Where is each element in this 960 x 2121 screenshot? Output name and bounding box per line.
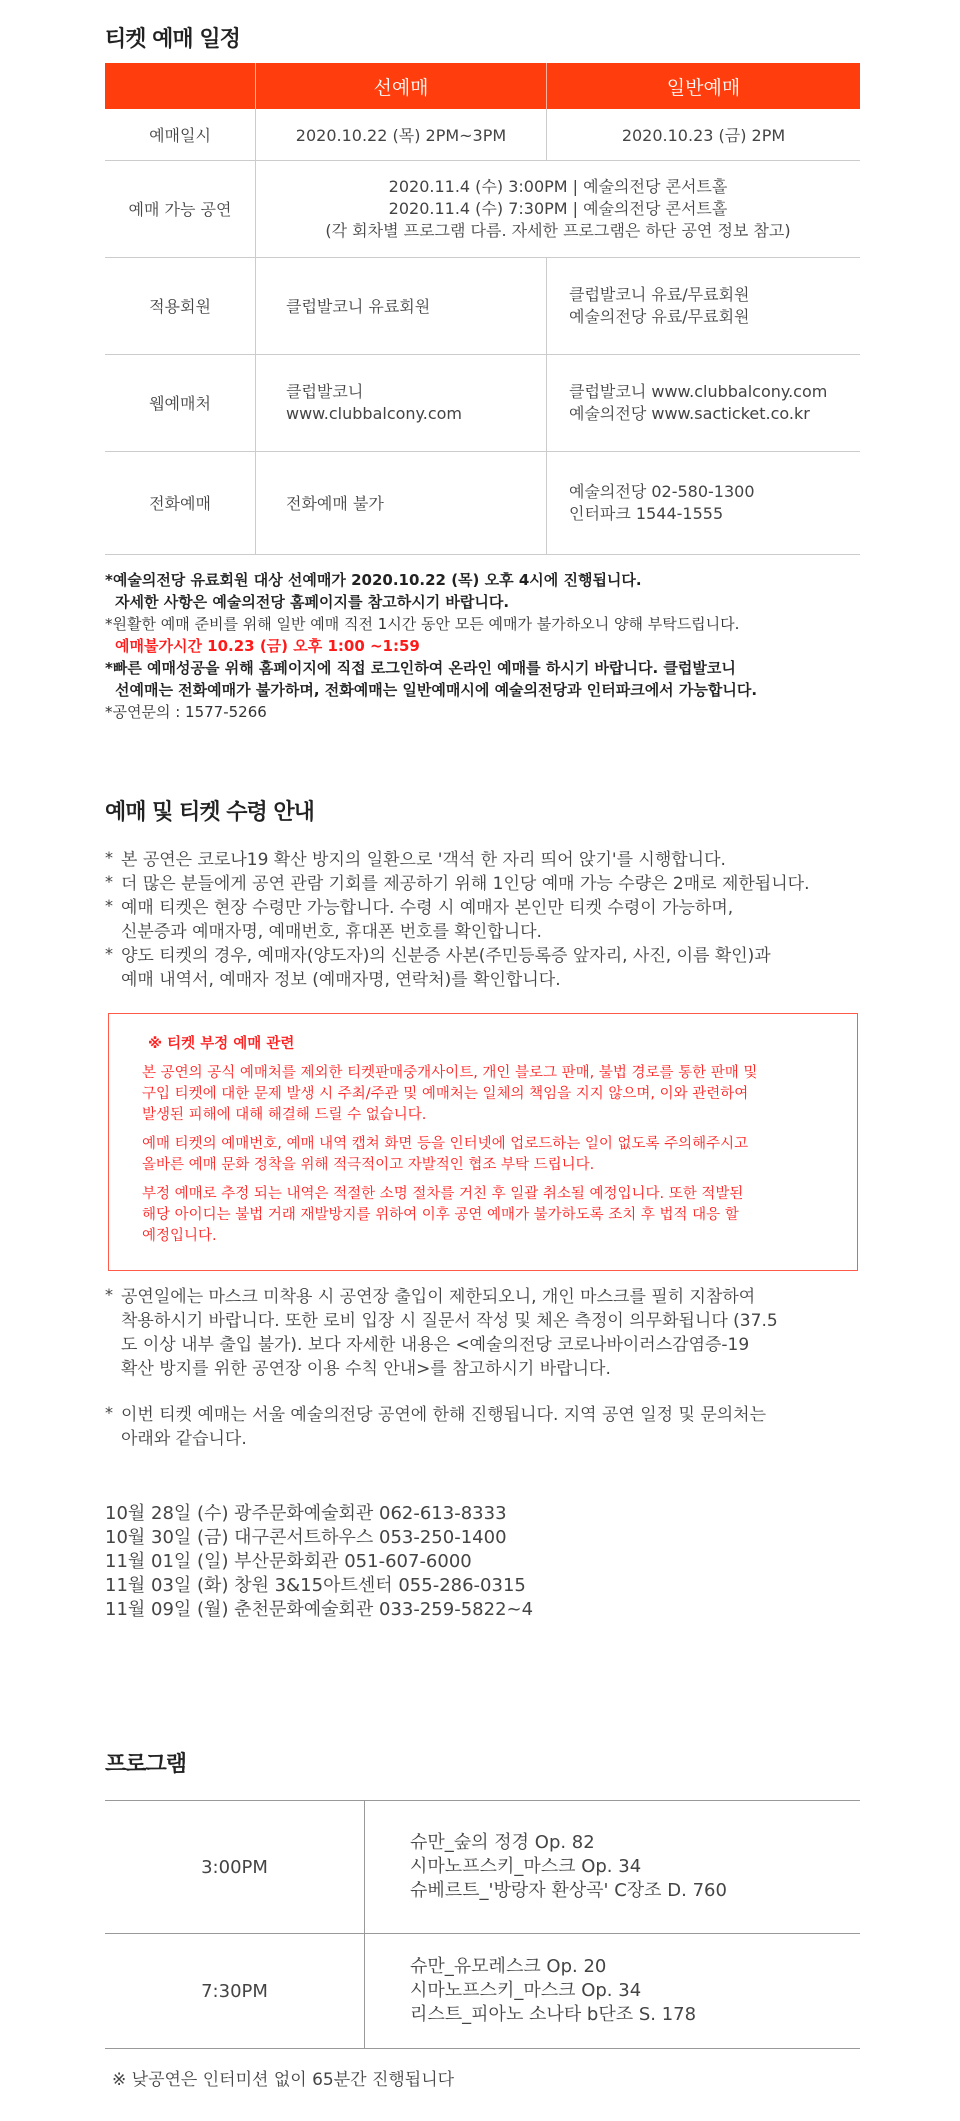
note-3: *빠른 예매성공을 위해 홈페이지에 직접 로그인하여 온라인 예매를 하시기 바랍니다. 클럽발코니 [105, 659, 736, 677]
presale-date: 2020.10.22 (목) 2PM~3PM [256, 109, 547, 160]
warning-line: 올바른 예매 문화 정착을 위해 적극적이고 자발적인 협조 부탁 드립니다. [142, 1157, 595, 1173]
note-2: *원활한 예매 준비를 위해 일반 예매 직전 1시간 동안 모든 예매가 불가하오니 양해 부탁드립니다. [105, 615, 740, 633]
warning-line: 예매 티켓의 예매번호, 예매 내역 캡쳐 화면 등을 인터넷에 업로드하는 일이 없도록 주의해주시고 [142, 1136, 749, 1152]
warning-line: 해당 아이디는 불법 거래 재발방지를 위하여 이후 공연 예매가 불가하도록 조치 후 법적 대응 할 [142, 1207, 739, 1223]
table-row-members [105, 257, 860, 354]
general-member-line: 클럽발코니 유료/무료회원 [569, 284, 750, 304]
note-3-cont: 선예매는 전화예매가 불가하며, 전화예매는 일반예매시에 예술의전당과 인터파크에서 가능합니다. [115, 681, 758, 699]
program-time: 7:30PM [105, 1934, 365, 2049]
list-item-text: 더 많은 분들에게 공연 관람 기회를 제공하기 위해 1인당 예매 가능 수량은 2매로 제한됩니다. [121, 874, 810, 894]
region-line: 10월 30일 (금) 대구콘서트하우스 053-250-1400 [105, 1527, 507, 1548]
piece-line: 슈만_숲의 정경 Op. 82 [410, 1832, 595, 1853]
program-pieces [365, 1934, 861, 2049]
program-table-wrap [105, 1800, 860, 2049]
list-item-text: 양도 티켓의 경우, 예매자(양도자)의 신분증 사본(주민등록증 앞자리, 사진, 이름 확인)과 [121, 946, 771, 966]
list-item [105, 896, 860, 944]
asterisk-mark: * [105, 1285, 113, 1304]
region-line: 11월 03일 (화) 창원 3&15아트센터 055-286-0315 [105, 1575, 526, 1596]
general-web-link[interactable]: 클럽발코니 www.clubbalcony.com [569, 381, 828, 401]
warning-paragraph [142, 1134, 827, 1176]
program-pieces [365, 1801, 861, 1934]
list-item [105, 944, 860, 992]
region-line: 11월 09일 (월) 춘천문화예술회관 033-259-5822~4 [105, 1599, 534, 1620]
warning-paragraph [142, 1184, 827, 1247]
table-row [105, 1934, 860, 2049]
general-members [547, 257, 861, 354]
schedule-notes [105, 569, 860, 723]
table-row-web [105, 354, 860, 451]
region-line: 10월 28일 (수) 광주문화예술회관 062-613-8333 [105, 1503, 507, 1524]
presale-web-link[interactable]: www.clubbalcony.com [286, 403, 462, 423]
list-item-text: 도 이상 내부 출입 불가). 보다 자세한 내용은 <예술의전당 코로나바이러스감염증-19 [121, 1335, 750, 1355]
list-item [105, 872, 860, 896]
warning-line: 구입 티켓에 대한 문제 발생 시 주최/주관 및 예매처는 일체의 책임을 지지 않으며, 이와 관련하여 [142, 1086, 749, 1102]
program-table [105, 1800, 860, 2049]
table-row-shows [105, 160, 860, 257]
piece-line: 시마노프스키_마스크 Op. 34 [410, 1980, 642, 2001]
schedule-table [105, 63, 860, 555]
row-label: 예매 가능 공연 [105, 160, 256, 257]
header-presale: 선예매 [256, 63, 547, 109]
list-item-text: 신분증과 예매자명, 예매번호, 휴대폰 번호를 확인합니다. [121, 922, 542, 942]
list-item-text: 예매 티켓은 현장 수령만 가능합니다. 수령 시 예매자 본인만 티켓 수령이 가능하며, [121, 898, 734, 918]
mask-notice [105, 1285, 860, 1381]
program-footnote: ※ 낮공연은 인터미션 없이 65분간 진행됩니다 [112, 2070, 455, 2090]
piece-line: 리스트_피아노 소나타 b단조 S. 178 [410, 2004, 697, 2025]
table-row-phone [105, 451, 860, 554]
warning-paragraph [142, 1063, 827, 1126]
general-member-line: 예술의전당 유료/무료회원 [569, 306, 750, 326]
warning-line: 발생된 피해에 대해 해결해 드릴 수 없습니다. [142, 1107, 427, 1123]
table-row-date [105, 109, 860, 160]
note-4: *공연문의 : 1577-5266 [105, 703, 267, 721]
asterisk-mark: * [105, 872, 113, 891]
schedule-title: 티켓 예매 일정 [105, 27, 240, 52]
warning-line: 부정 예매로 추정 되는 내역은 적절한 소명 절차를 거친 후 일괄 취소될 예정입니다. 또한 적발된 [142, 1186, 744, 1202]
show-line: 2020.11.4 (수) 3:00PM | 예술의전당 콘서트홀 [388, 176, 728, 196]
fraud-warning-box [108, 1013, 858, 1271]
warning-line: 예정입니다. [142, 1228, 217, 1244]
general-phone [547, 451, 861, 554]
header-blank [105, 63, 256, 109]
presale-web-line: 클럽발코니 [286, 381, 364, 401]
general-date: 2020.10.23 (금) 2PM [547, 109, 861, 160]
warning-title: ※ 티켓 부정 예매 관련 [148, 1036, 295, 1052]
region-line: 11월 01일 (일) 부산문화회관 051-607-6000 [105, 1551, 472, 1572]
show-line: 2020.11.4 (수) 7:30PM | 예술의전당 콘서트홀 [388, 198, 728, 218]
row-label: 예매일시 [105, 109, 256, 160]
warning-line: 본 공연의 공식 예매처를 제외한 티켓판매중개사이트, 개인 블로그 판매, 불법 경로를 통한 판매 및 [142, 1065, 758, 1081]
piece-line: 슈베르트_'방랑자 환상곡' C장조 D. 760 [410, 1880, 727, 1901]
program-time: 3:00PM [105, 1801, 365, 1934]
general-phone-line: 예술의전당 02-580-1300 [569, 481, 755, 501]
list-item-text: 아래와 같습니다. [121, 1429, 247, 1449]
note-2-red: 예매불가시간 10.23 (금) 오후 1:00 ~1:59 [115, 637, 420, 655]
table-header-row [105, 63, 860, 109]
row-label: 웹예매처 [105, 354, 256, 451]
list-item [105, 1403, 860, 1451]
list-item [105, 1285, 860, 1381]
schedule-table-wrap [105, 63, 860, 555]
show-note: (각 회차별 프로그램 다름. 자세한 프로그램은 하단 공연 정보 참고) [325, 220, 791, 240]
piece-line: 슈만_유모레스크 Op. 20 [410, 1956, 607, 1977]
row-label: 적용회원 [105, 257, 256, 354]
note-1: *예술의전당 유료회원 대상 선예매가 2020.10.22 (목) 오후 4시에 진행됩니다. [105, 571, 642, 589]
presale-phone: 전화예매 불가 [256, 451, 547, 554]
regional-schedule [105, 1502, 860, 1622]
guide-title: 예매 및 티켓 수령 안내 [105, 800, 314, 825]
asterisk-mark: * [105, 1403, 113, 1422]
asterisk-mark: * [105, 848, 113, 867]
row-label: 전화예매 [105, 451, 256, 554]
list-item-text: 확산 방지를 위한 공연장 이용 수칙 안내>를 참고하시기 바랍니다. [121, 1359, 611, 1379]
list-item-text: 이번 티켓 예매는 서울 예술의전당 공연에 한해 진행됩니다. 지역 공연 일정 및 문의처는 [121, 1405, 767, 1425]
shows-cell [256, 160, 861, 257]
presale-web [256, 354, 547, 451]
list-item-text: 본 공연은 코로나19 확산 방지의 일환으로 '객석 한 자리 띄어 앉기'를 시행합니다. [121, 850, 726, 870]
asterisk-mark: * [105, 944, 113, 963]
list-item-text: 공연일에는 마스크 미착용 시 공연장 출입이 제한되오니, 개인 마스크를 필히 지참하여 [121, 1287, 756, 1307]
general-web [547, 354, 861, 451]
list-item [105, 848, 860, 872]
table-row [105, 1801, 860, 1934]
regional-notice [105, 1403, 860, 1451]
list-item-text: 예매 내역서, 예매자 정보 (예매자명, 연락처)를 확인합니다. [121, 970, 561, 990]
asterisk-mark: * [105, 896, 113, 915]
header-general: 일반예매 [547, 63, 861, 109]
general-web-link[interactable]: 예술의전당 www.sacticket.co.kr [569, 403, 810, 423]
general-phone-line: 인터파크 1544-1555 [569, 503, 724, 523]
program-title: 프로그램 [105, 1752, 187, 1777]
piece-line: 시마노프스키_마스크 Op. 34 [410, 1856, 642, 1877]
note-1-cont: 자세한 사항은 예술의전당 홈페이지를 참고하시기 바랍니다. [115, 593, 510, 611]
presale-members: 클럽발코니 유료회원 [256, 257, 547, 354]
guide-list [105, 848, 860, 992]
list-item-text: 착용하시기 바랍니다. 또한 로비 입장 시 질문서 작성 및 체온 측정이 의무화됩니다 (37.5 [121, 1311, 778, 1331]
